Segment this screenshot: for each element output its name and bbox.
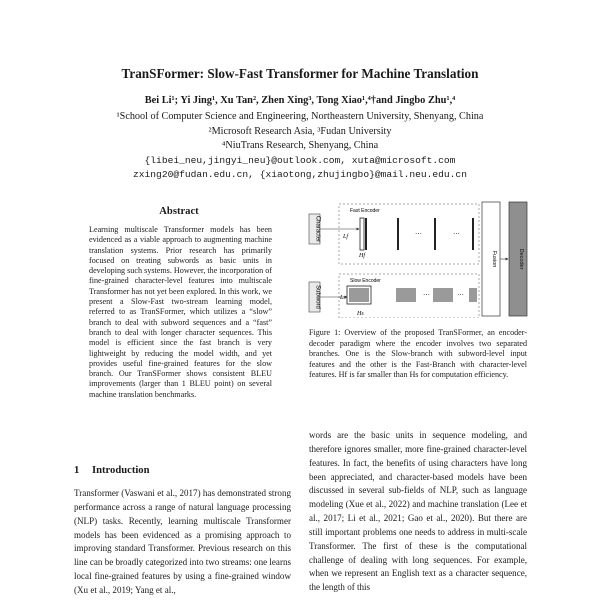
ls-label: Ls bbox=[340, 295, 346, 301]
right-column-paragraph: words are the basic units in sequence modeling, and therefore ignores smaller, more fine-grained character-level features. In fact, the benefits of using characters have long been appreciated, and character-based models have been discussed in several sub-fields of NLP, such as language modeling (Xue et al., 2022) and machine translation (Lee et al., 2017; Li et al., 2021; Gao et al., 2020). But there are still important problems one needs to address in multi-scale Transformer. The first of these is the computational challenge of dealing with long sequences. For example, when we represent an English text as a character sequence, the length of this bbox=[309, 430, 527, 593]
fast-dots-1: ··· bbox=[415, 230, 422, 238]
fusion-label: Fusion bbox=[491, 250, 497, 268]
affiliation-3: ⁴NiuTrans Research, Shenyang, China bbox=[221, 140, 379, 151]
slow-layer-4 bbox=[469, 288, 477, 302]
paper-title: TranSFormer: Slow-Fast Transformer for Machine Translation bbox=[121, 66, 479, 81]
fast-encoder-label: Fast Encoder bbox=[350, 208, 380, 214]
affiliation-1: ¹School of Computer Science and Engineering, Northeastern University, Shenyang, China bbox=[116, 111, 484, 122]
section-number: 1 bbox=[74, 465, 80, 476]
abstract-heading: Abstract bbox=[159, 206, 199, 217]
fast-layer-1 bbox=[360, 218, 364, 250]
slow-dots-2: ··· bbox=[457, 291, 464, 299]
slow-layer-3 bbox=[433, 288, 453, 302]
email-line-2: zxing20@fudan.edu.cn, {xiaotong,zhujingbo}@mail.neu.edu.cn bbox=[133, 169, 467, 180]
fast-layer-2 bbox=[397, 218, 399, 250]
figure-1-diagram bbox=[307, 196, 529, 318]
affiliation-2: ²Microsoft Research Asia, ³Fudan University bbox=[208, 126, 392, 137]
fast-layer-3 bbox=[434, 218, 436, 250]
hf-label: Hf bbox=[359, 253, 365, 259]
fast-layer-4 bbox=[472, 218, 474, 250]
section-heading-introduction bbox=[74, 465, 150, 476]
decoder-label: Decoder bbox=[518, 248, 524, 270]
introduction-paragraph: Transformer (Vaswani et al., 2017) has demonstrated strong performance across a range of natural language processing (NLP) tasks. Recently, learning multiscale Transformer models has been evidenced as a promising approach to improving standard Transformer. Previous research on this line can be broadly categorized into two streams: one learns local fine-grained features by using a fine-grained window (Xu et al., 2019; Yang et al., bbox=[74, 488, 291, 595]
subword-input-label: Subword bbox=[314, 285, 321, 309]
hs-label: Hs bbox=[357, 311, 364, 317]
fast-dots-2: ··· bbox=[453, 230, 460, 238]
authors-line: Bei Li¹; Yi Jing¹, Xu Tan², Zhen Xing³, Tong Xiao¹,⁴†and Jingbo Zhu¹,⁴ bbox=[144, 95, 456, 106]
lf-label: Lf bbox=[343, 234, 349, 240]
slow-dots-1: ··· bbox=[423, 291, 430, 299]
figure-1-caption: Figure 1: Overview of the proposed TranSFormer, an encoder-decoder paradigm where the encoder involves two separated branches. One is the Slow-branch with subword-level input features and the other is the Fast-Branch with character-level features. Hf is far smaller than Hs for computation efficiency. bbox=[309, 328, 527, 380]
slow-layer-2 bbox=[396, 288, 416, 302]
fast-layer-1-shade bbox=[365, 218, 367, 250]
character-input-label: Character bbox=[314, 215, 321, 243]
email-line-1: {libei_neu,jingyi_neu}@outlook.com, xuta@microsoft.com bbox=[144, 155, 456, 166]
slow-encoder-label: Slow Encoder bbox=[350, 278, 381, 284]
section-title: Introduction bbox=[92, 465, 150, 476]
slow-layer-1-fill bbox=[349, 288, 369, 302]
abstract-text: Learning multiscale Transformer models has been evidenced as a viable approach to augmenting machine translation systems. Prior research has primarily focused on treating subwords as basic units in developing such systems. However, the incorporation of fine-grained character-level features into multiscale Transformer has not yet been explored. In this work, we present a Slow-Fast two-stream learning model, referred to as TranSFormer, which utilizes a “slow” branch to deal with subword sequences and a “fast” branch to deal with longer character sequences. This model is efficient since the fast branch is very lightweight by reducing the model width, and yet provides useful fine-grained features for the slow branch. Our TranSFormer shows consistent BLEU improvements (larger than 1 BLEU point) on several machine translation benchmarks. bbox=[89, 225, 272, 399]
